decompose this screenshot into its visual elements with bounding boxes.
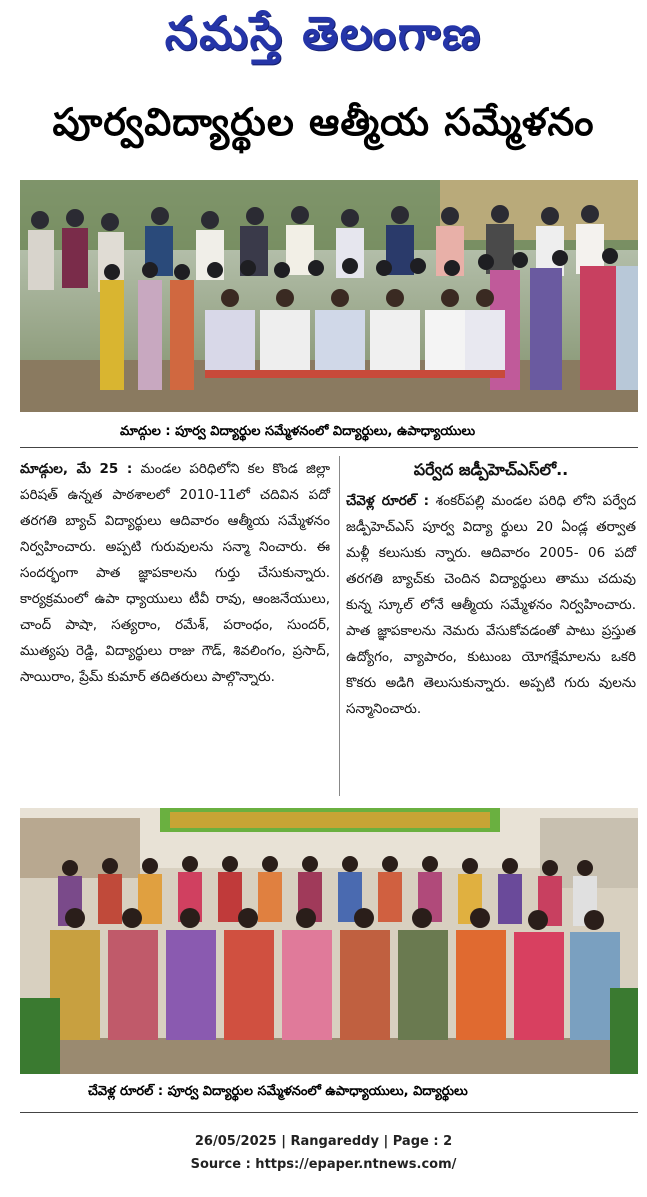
article-dateline: మాడ్గుల, మే 25 : xyxy=(20,461,133,477)
newspaper-masthead: నమస్తే తెలంగాణ xyxy=(164,6,483,60)
footer-source-link[interactable]: Source : https://epaper.ntnews.com/ xyxy=(190,1157,457,1172)
photo-caption-chevella: చేవెళ్ల రూరల్ : పూర్వ విద్యార్థుల సమ్మేళనంలో ఉపాధ్యాయులు, విద్యార్థులు xyxy=(88,1084,468,1099)
article-chevella xyxy=(346,488,636,722)
photo-caption-madgula: మాద్గుల : పూర్వ విద్యార్థుల సమ్మేళనంలో విద్యార్థులు, ఉపాధ్యాయులు xyxy=(120,424,476,439)
divider-rule xyxy=(20,1112,638,1113)
article-madgula xyxy=(20,456,330,690)
divider-rule xyxy=(20,447,638,448)
article-headline: పూర్వవిద్యార్థుల ఆత్మీయ సమ్మేళనం xyxy=(52,100,595,144)
article-subheading: పర్వేద జడ్పీహెచ్ఎస్‌లో.. xyxy=(413,460,569,479)
footer-date-page: 26/05/2025 | Rangareddy | Page : 2 xyxy=(194,1134,453,1149)
group-photo-madgula xyxy=(20,180,638,412)
column-divider xyxy=(339,456,340,796)
group-photo-chevella xyxy=(20,808,638,1074)
article-body: శంకర్‌పల్లి మండల పరిధి లోని పర్వేద జడ్పీహెచ్ఎస్ పూర్వ విద్యా ర్థులు 20 ఏండ్ల తర్వాత మళ్లీ కలుసుకు న్నారు. ఆదివారం 2005- 06 పదో తరగతి బ్యాచ్‌కు చెందిన విద్యార్థులు తాము చదువు కున్న స్కూల్ లోనే ఆత్మీయ సమ్మేళనం నిర్వహించారు. పాత జ్ఞాపకాలను నెమరు వేసుకోవడంతో పాటు ప్రస్తుత ఉద్యోగం, వ్యాపారం, కుటుంబ యోగక్షేమాలను ఒకరి కొకరు అడిగి తెలుసుకున్నారు. అప్పటి గురు వులను సన్మానించారు. xyxy=(346,493,637,717)
article-dateline: చేవెళ్ల రూరల్ : xyxy=(346,493,429,509)
article-body: మండల పరిధిలోని కల కొండ జిల్లా పరిషత్ ఉన్నత పాఠశాలలో 2010-11లో చదివిన పదో తరగతి బ్యాచ్ విద్యార్థులు ఆదివారం ఆత్మీయ సమ్మేళనం నిర్వహించారు. అప్పటి గురువులను సన్మా నించారు. ఈ సందర్భంగా పాత జ్ఞాపకాలను గుర్తు చేసుకున్నారు. కార్యక్రమంలో ఉపా ధ్యాయులు టీవీ రావు, ఆంజనేయులు, చాంద్ పాషా, సత్యరాం, రమేశ్, పరాంధం, సుందర్, ముత్యపు రెడ్డి, విద్యార్థులు రాజు గౌడ్, శివలింగం, ప్రసాద్, సాయిరాం, ప్రేమ్ కుమార్ తదితరులు పాల్గొన్నారు. xyxy=(20,461,331,685)
